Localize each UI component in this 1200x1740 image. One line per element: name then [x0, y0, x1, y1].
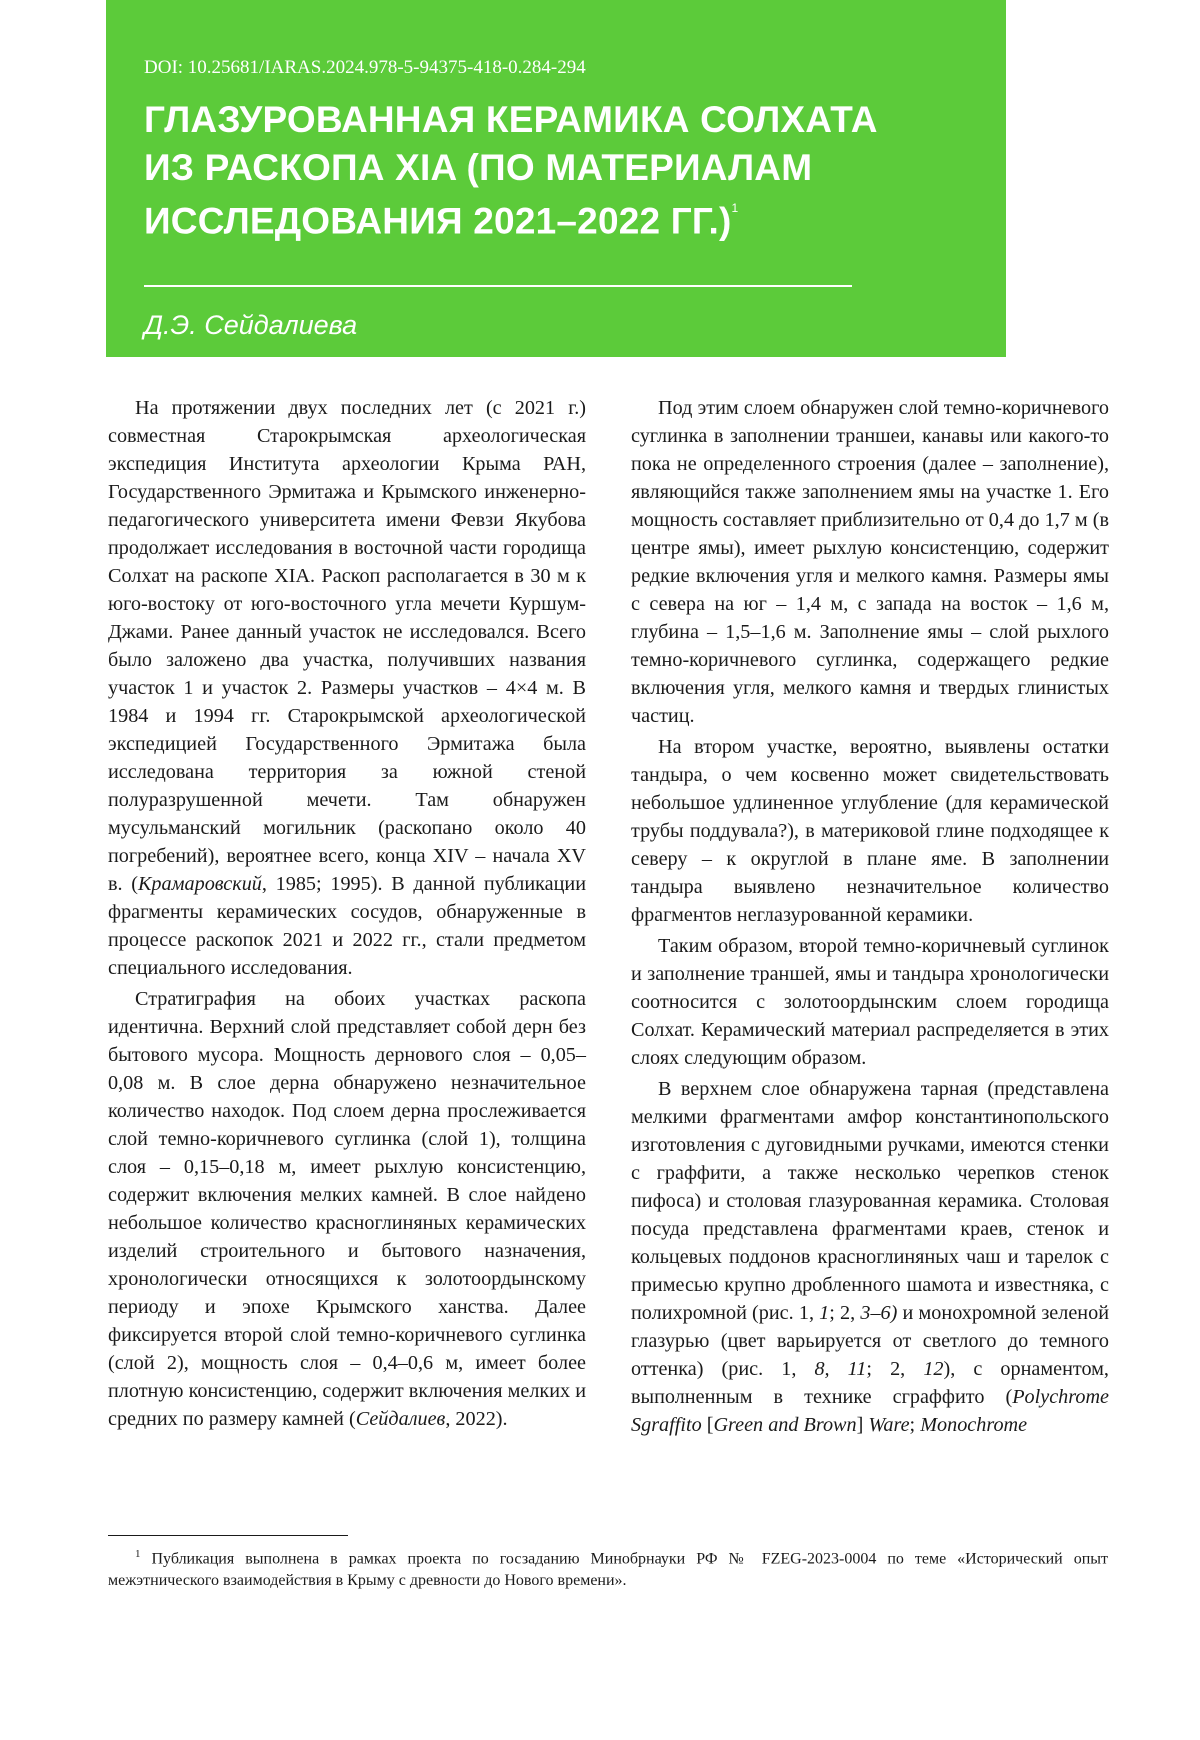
- footnote-divider: [108, 1535, 348, 1536]
- footnote-mark: 1: [135, 1548, 141, 1560]
- text-run: , 2022).: [445, 1408, 508, 1430]
- text-run: ; 2,: [829, 1302, 861, 1324]
- paragraph: [631, 733, 1109, 929]
- title-line-text: ИССЛЕДОВАНИЯ 2021–2022 ГГ.): [144, 200, 732, 242]
- text-run: На втором участке, вероятно, выявлены остатки тандыра, о чем косвенно может свидетельствовать небольшое удлиненное углубление (для керамической трубы поддувала?), в материковой глине подходящее к северу – к округлой в плане яме. В заполнении тандыра выявлено незначительное количество фрагментов неглазурованной керамики.: [631, 736, 1109, 926]
- italic-run: Polychrome Sgraffito: [631, 1386, 1109, 1436]
- paragraph: [108, 394, 586, 982]
- paragraph: [108, 985, 586, 1433]
- footnote: [108, 1543, 1108, 1592]
- title-divider: [144, 285, 852, 287]
- text-run: [: [701, 1414, 714, 1436]
- title-line: ИЗ РАСКОПА XIA (ПО МАТЕРИАЛАМ: [144, 147, 813, 188]
- author-name: Д.Э. Сейдалиева: [144, 310, 358, 340]
- italic-run: 3–6): [860, 1302, 898, 1324]
- text-run: ; 2,: [866, 1358, 924, 1380]
- text-run: В верхнем слое обнаружена тарная (представлена мелкими фрагментами амфор константинопольского изготовления с дуговидными ручками, имеются стенки с граффити, а также несколько черепков стенок пифоса) и столовая глазурованная керамика. Столовая посуда представлена фрагментами краев, стенок и кольцевых поддонов красноглиняных чаш и тарелок с примесью крупно дробленного шамота и известняка, с полихромной (рис. 1,: [631, 1078, 1109, 1324]
- doi-line[interactable]: DOI: 10.25681/IARAS.2024.978-5-94375-418-0.284-294: [144, 57, 586, 78]
- text-run: ;: [909, 1414, 921, 1436]
- text-run: ]: [856, 1414, 869, 1436]
- italic-run: Сейдалиев: [355, 1408, 446, 1430]
- paragraph: [631, 932, 1109, 1072]
- text-run: Стратиграфия на обоих участках раскопа идентична. Верхний слой представляет собой дерн без бытового мусора. Мощность дернового слоя – 0,05–0,08 м. В слое дерна обнаружено незначительное количество находок. Под слоем дерна прослеживается слой темно-коричневого суглинка (слой 1), толщина слоя – 0,15–0,18 м, имеет рыхлую консистенцию, содержит включения мелких камней. В слое найдено небольшое количество красноглиняных керамических изделий строительного и бытового назначения, хронологически относящихся к золотоордынскому периоду и эпохе Крымского ханства. Далее фиксируется второй слой темно-коричневого суглинка (слой 2), мощность слоя – 0,4–0,6 м, имеет более плотную консистенцию, содержит включения мелких и средних по размеру камней (: [108, 988, 586, 1430]
- text-run: На протяжении двух последних лет (с 2021 г.) совместная Старокрымская археологическая экспедиция Института археологии Крыма РАН, Государственного Эрмитажа и Крымского инженерно-педагогического университета имени Февзи Якубова продолжает исследования в восточной части городища Солхат на раскопе XIA. Раскоп располагается в 30 м к юго-востоку от юго-восточного угла мечети Куршум-Джами. Ранее данный участок не исследовался. Всего было заложено два участка, получивших названия участок 1 и участок 2. Размеры участков – 4×4 м. В 1984 и 1994 гг. Старокрымской археологической экспедицией Государственного Эрмитажа была исследована территория за южной стеной полуразрушенной мечети. Там обнаружен мусульманский могильник (раскопано около 40 погребений), вероятнее всего, конца XIV – начала XV в. (: [108, 397, 586, 895]
- italic-run: Ware: [868, 1414, 910, 1436]
- italic-run: Крамаровский: [138, 873, 262, 895]
- italic-run: 8, 11: [814, 1358, 867, 1380]
- text-column-right: [631, 394, 1109, 1439]
- italic-run: Green and Brown: [713, 1414, 857, 1436]
- title-line: ГЛАЗУРОВАННАЯ КЕРАМИКА СОЛХАТА: [144, 99, 878, 140]
- italic-run: 1: [819, 1302, 830, 1324]
- text-column-left: [108, 394, 586, 1433]
- text-run: Под этим слоем обнаружен слой темно-коричневого суглинка в заполнении траншеи, канавы или какого-то пока не определенного строения (далее – заполнение), являющийся также заполнением ямы на участке 1. Его мощность составляет приблизительно от 0,4 до 1,7 м (в центре ямы), имеет рыхлую консистенцию, содержит редкие включения угля и мелкого камня. Размеры ямы с севера на юг – 1,4 м, с запада на восток – 1,6 м, глубина – 1,5–1,6 м. Заполнение ямы – слой рыхлого темно-коричневого суглинка, содержащего редкие включения угля, мелкого камня и твердых глинистых частиц.: [631, 397, 1109, 727]
- title-line: [144, 192, 984, 245]
- italic-run: 12: [923, 1358, 944, 1380]
- footnote-text: Публикация выполнена в рамках проекта по госзаданию Минобрнауки РФ № FZEG-2023-0004 по теме «Исторический опыт межэтнического взаимодействия в Крыму с древности до Нового времени».: [108, 1550, 1108, 1590]
- article-title: [144, 96, 984, 245]
- italic-run: Monochrome: [920, 1414, 1028, 1436]
- title-banner: [106, 0, 1006, 357]
- paragraph: [631, 394, 1109, 730]
- text-run: ), с орнаментом, выполненным в технике сграффито (: [631, 1358, 1109, 1408]
- footnote-reference[interactable]: 1: [731, 201, 739, 215]
- text-run: , 1985; 1995). В данной публикации фрагменты керамических сосудов, обнаруженные в процессе раскопок 2021 и 2022 гг., стали предметом специального исследования.: [108, 873, 586, 979]
- text-run: и монохромной зеленой глазурью (цвет варьируется от светлого до темного оттенка) (рис. 1,: [631, 1302, 1109, 1380]
- paragraph: [631, 1075, 1109, 1439]
- text-run: Таким образом, второй темно-коричневый суглинок и заполнение траншей, ямы и тандыра хронологически соотносится с золотоордынским слоем городища Солхат. Керамический материал распределяется в этих слоях следующим образом.: [631, 935, 1109, 1069]
